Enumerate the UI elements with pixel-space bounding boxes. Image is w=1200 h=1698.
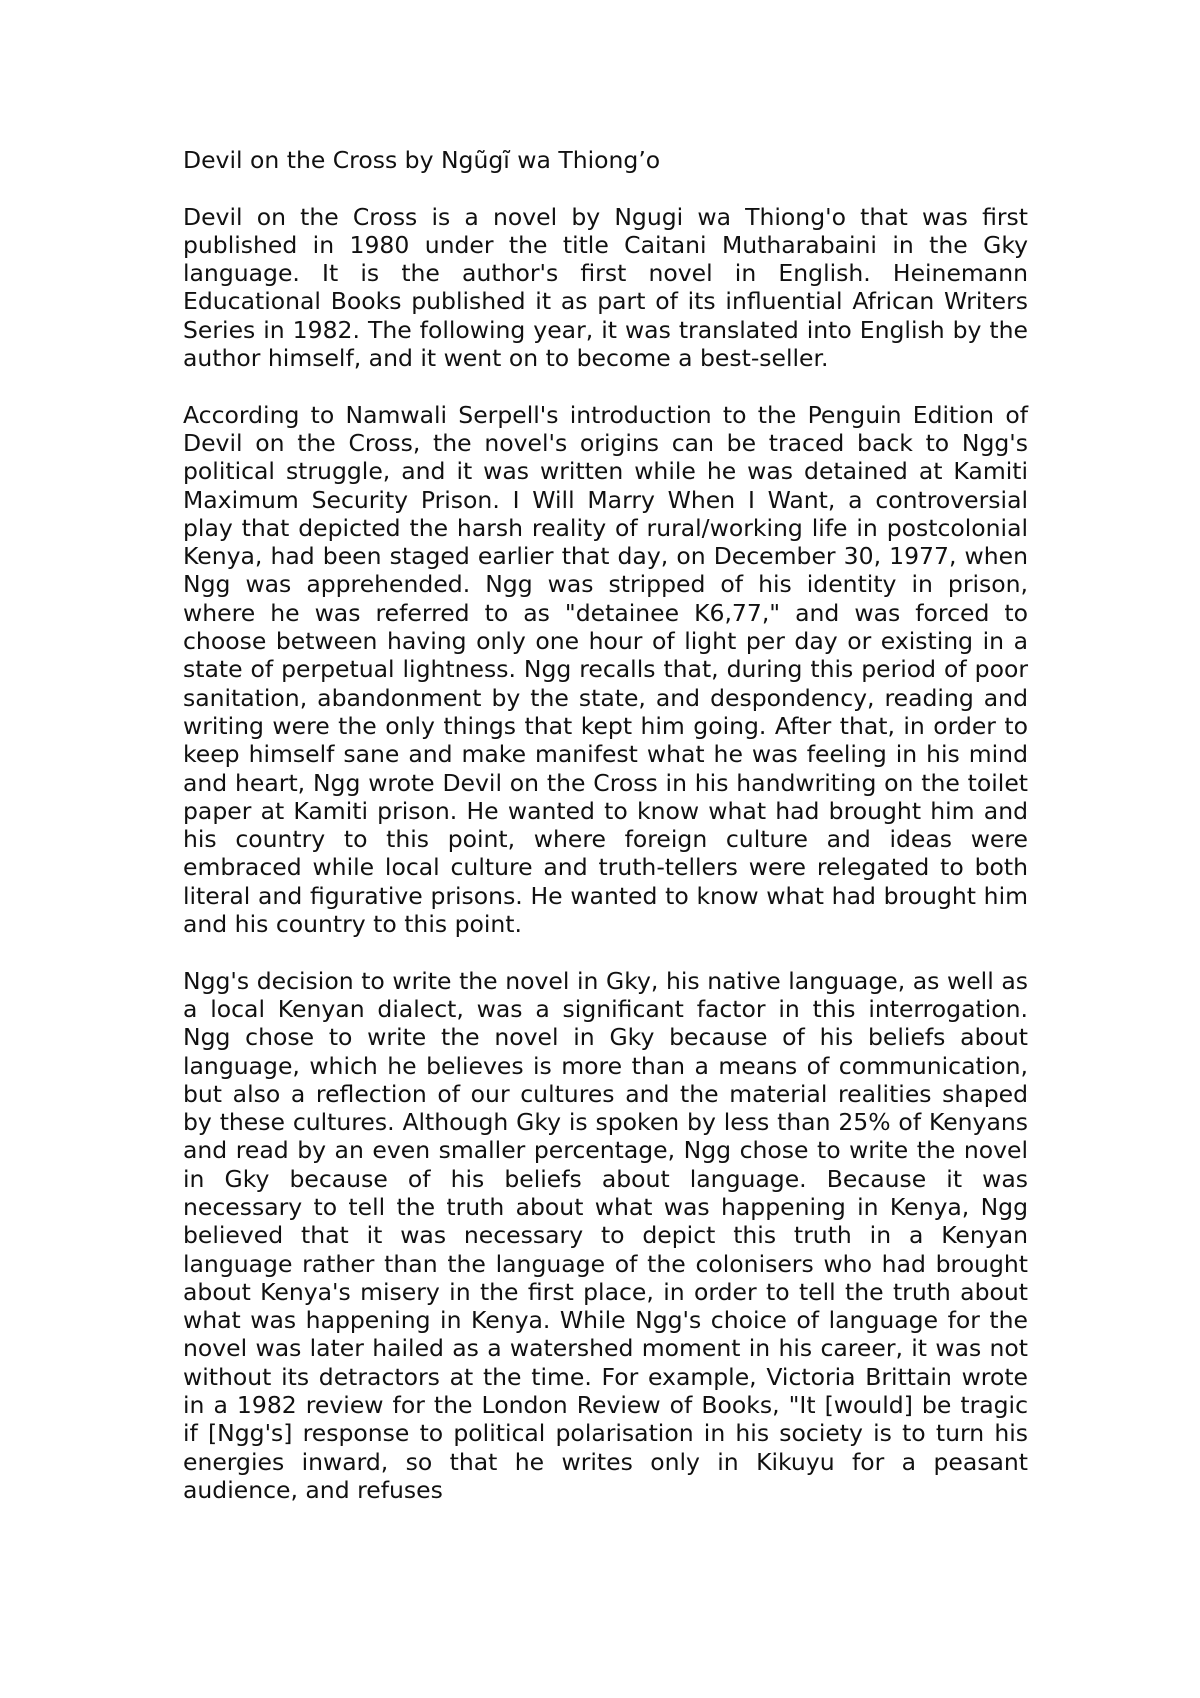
paragraph-language: Ngg's decision to write the novel in Gky, his native language, as well as a local Kenyan dialect, was a significant factor in this interrogation. Ngg chose to write the novel in Gky because of his beliefs about language, which he believes is more than a means of communication, but also a reflection of our cultures and the material realities shaped by these cultures. Although Gky is spoken by less than 25% of Kenyans and read by an even smaller percentage, Ngg chose to write the novel in Gky because of his beliefs about language. Because it was necessary to tell the truth about what was happening in Kenya, Ngg believed that it was necessary to depict this truth in a Kenyan language rather than the language of the colonisers who had brought about Kenya's misery in the first place, in order to tell the truth about what was happening in Kenya. While Ngg's choice of language for the novel was later hailed as a watershed moment in his career, it was not without its detractors at the time. For example, Victoria Brittain wrote in a 1982 review for the London Review of Books, "It [would] be tragic if [Ngg's] response to political polarisation in his society is to turn his energies inward, so that he writes only in Kikuyu for a peasant audience, and refuses — [183, 966, 1028, 1504]
paragraph-intro: Devil on the Cross is a novel by Ngugi wa Thiong'o that was first published in 1980 under the title Caitani Mutharabaini in the Gky language. It is the author's first novel in English. Heinemann Educational Books published it as part of its influential African Writers Series in 1982. The following year, it was translated into English by the author himself, and it went on to become a best-seller. — [183, 202, 1028, 373]
document-title: Devil on the Cross by Ngũgĩ wa Thiong’o — [183, 146, 661, 174]
document-body — [183, 146, 1028, 1504]
paragraph-origins: According to Namwali Serpell's introduction to the Penguin Edition of Devil on the Cross, the novel's origins can be traced back to Ngg's political struggle, and it was written while he was detained at Kamiti Maximum Security Prison. I Will Marry When I Want, a controversial play that depicted the harsh reality of rural/working life in postcolonial Kenya, had been staged earlier that day, on December 30, 1977, when Ngg was apprehended. Ngg was stripped of his identity in prison, where he was referred to as "detainee K6,77," and was forced to choose between having only one hour of light per day or existing in a state of perpetual lightness. Ngg recalls that, during this period of poor sanitation, abandonment by the state, and despondency, reading and writing were the only things that kept him going. After that, in order to keep himself sane and make manifest what he was feeling in his mind and heart, Ngg wrote Devil on the Cross in his handwriting on the toilet paper at Kamiti prison. He wanted to know what had brought him and his country to this point, where foreign culture and ideas were embraced while local culture and truth-tellers were relegated to both literal and figurative prisons. He wanted to know what had brought him and his country to this point. — [183, 400, 1028, 939]
